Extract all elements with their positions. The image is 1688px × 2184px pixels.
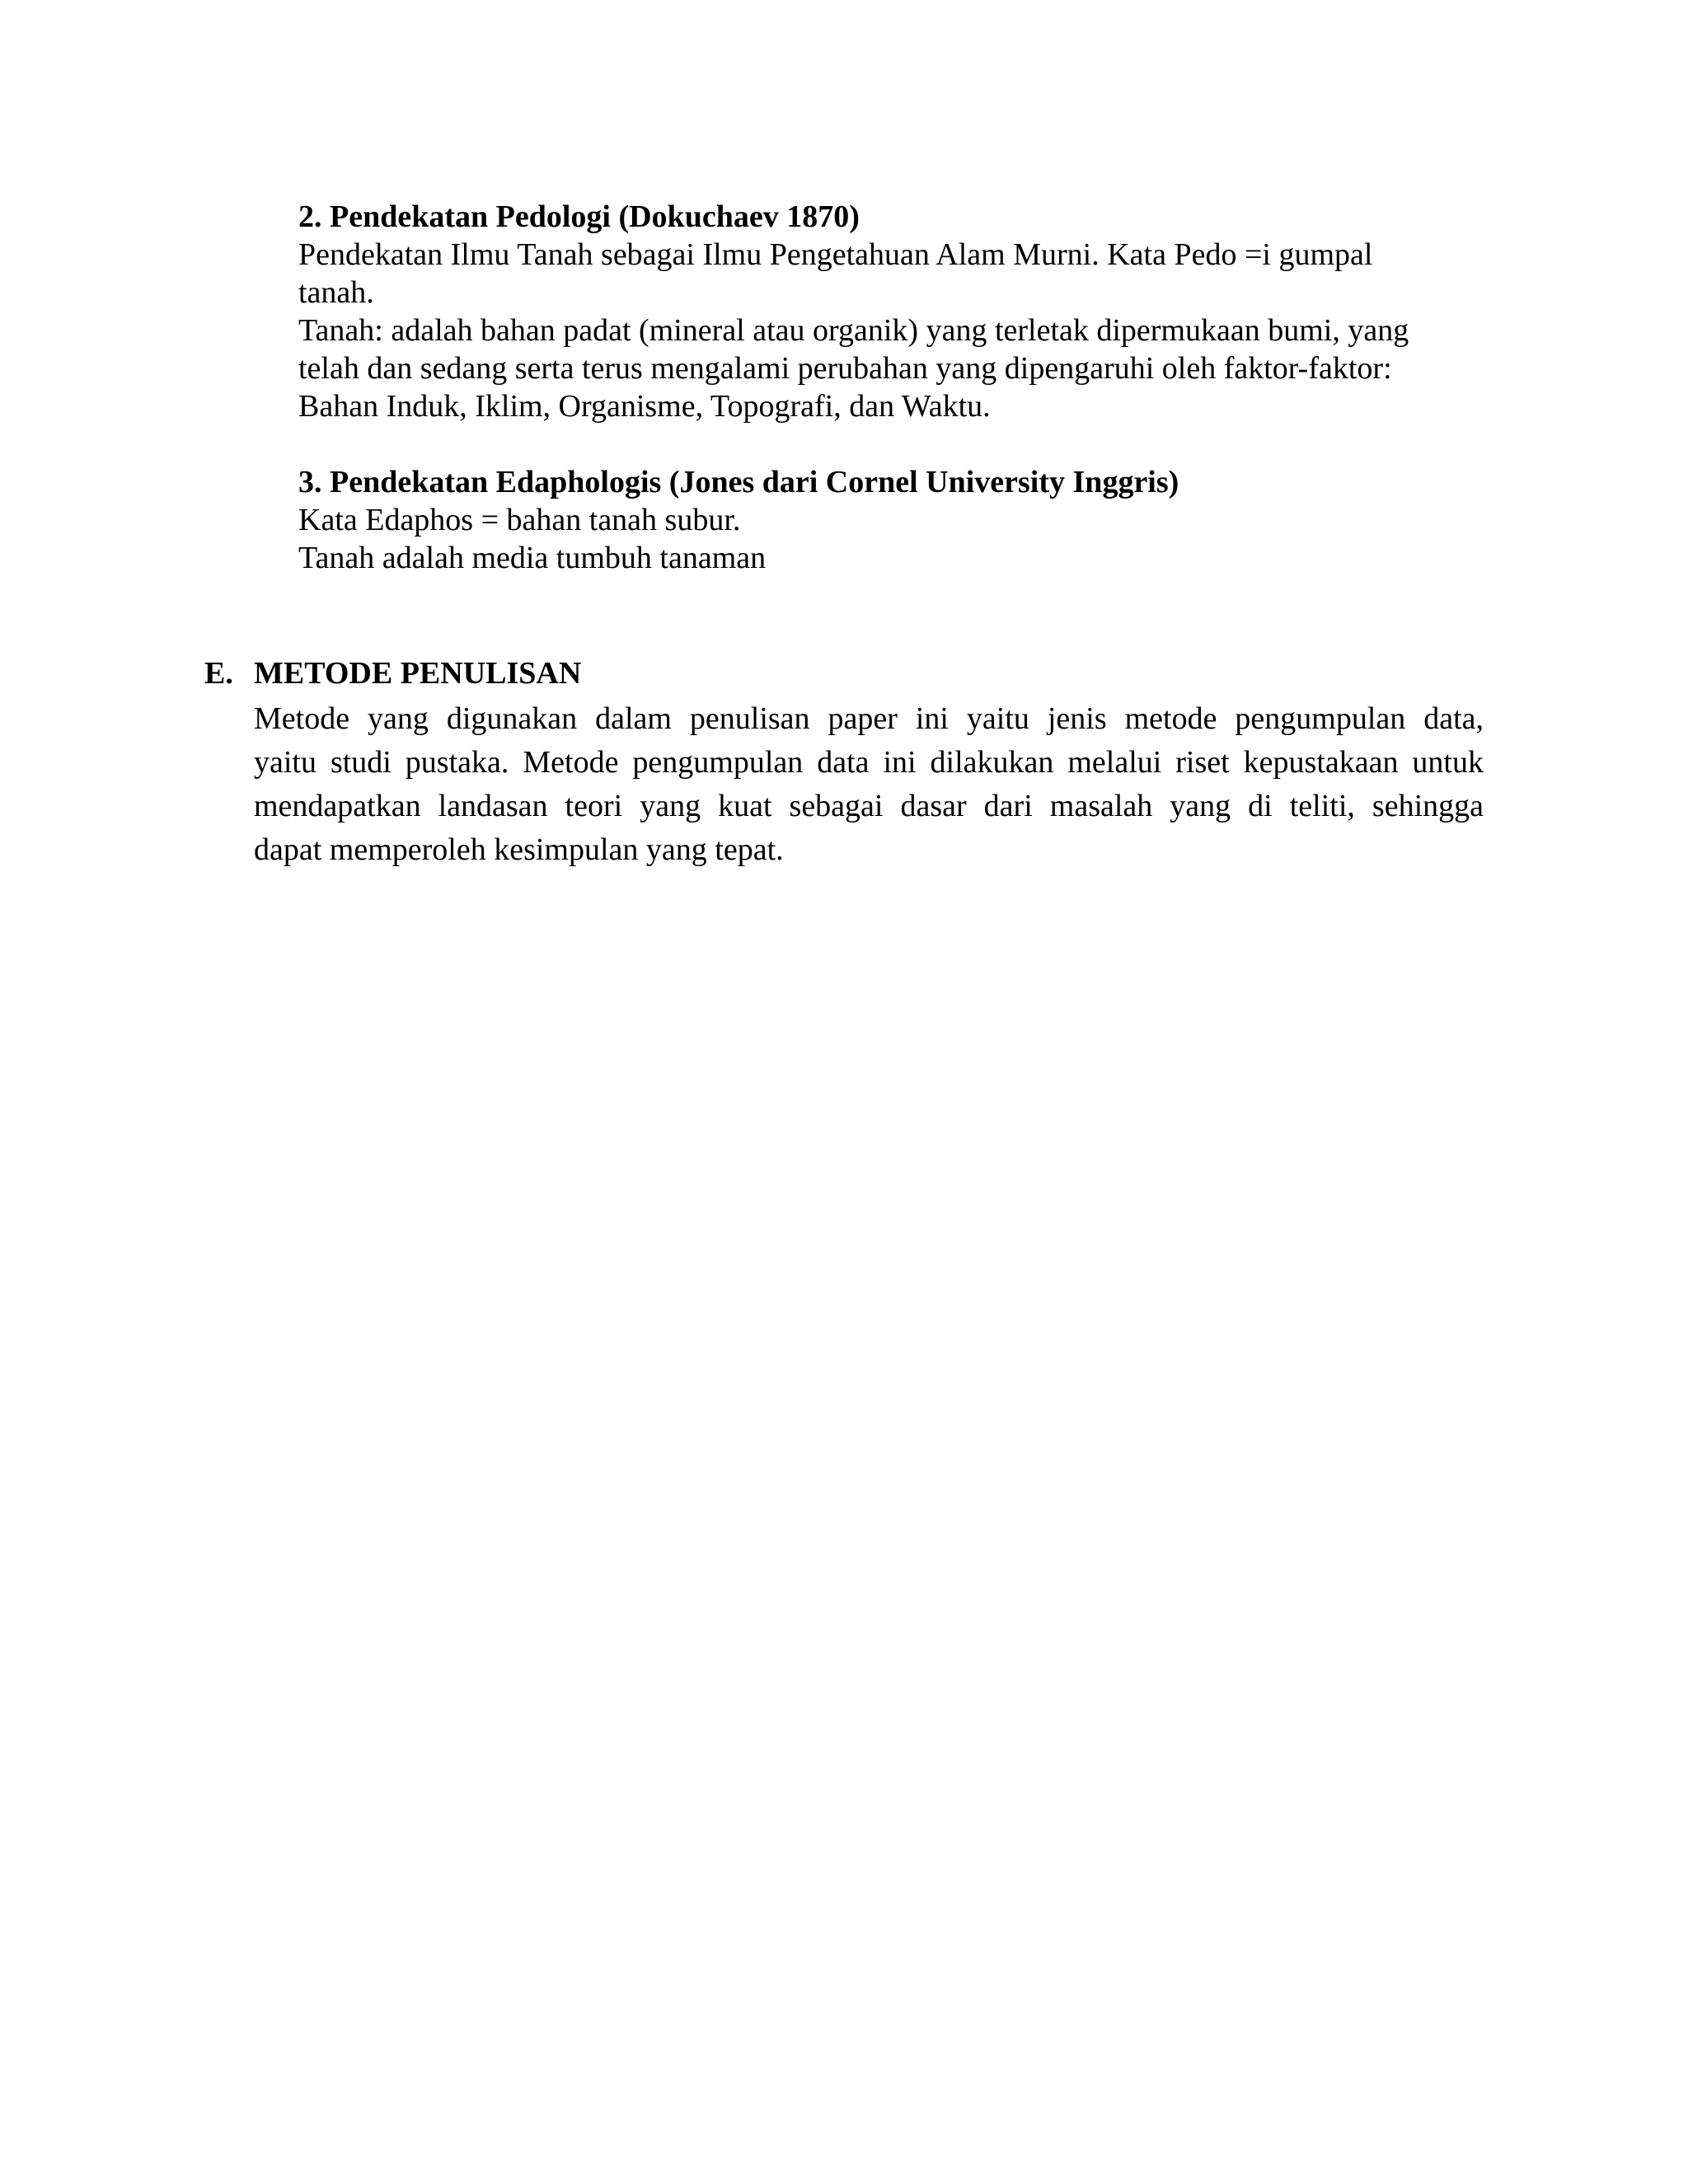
paragraph-line: dapat memperoleh kesimpulan yang tepat.	[254, 832, 784, 867]
paragraph-line: Pendekatan Ilmu Tanah sebagai Ilmu Pengetahuan Alam Murni. Kata Pedo =i gumpal	[298, 237, 1373, 272]
section-paragraph	[254, 697, 1484, 872]
paragraph-line: Kata Edaphos = bahan tanah subur.	[298, 503, 741, 537]
subsection-heading: 3. Pendekatan Edaphologis (Jones dari Cornel University Inggris)	[298, 465, 1179, 499]
subsection-pedologi	[298, 198, 1485, 425]
paragraph-line: yaitu studi pustaka. Metode pengumpulan data ini dilakukan melalui riset kepustakaan untuk	[254, 745, 1484, 780]
paragraph-line: tanah.	[298, 275, 374, 310]
paragraph-line: Metode yang digunakan dalam penulisan paper ini yaitu jenis metode pengumpulan data,	[254, 701, 1484, 736]
paragraph-line: telah dan sedang serta terus mengalami perubahan yang dipengaruhi oleh faktor-faktor:	[298, 351, 1392, 386]
section-letter: E.	[204, 656, 233, 691]
paragraph-line: Tanah: adalah bahan padat (mineral atau organik) yang terletak dipermukaan bumi, yang	[298, 313, 1409, 348]
section-title: METODE PENULISAN	[254, 656, 582, 691]
subsection-edaphologis	[298, 463, 1485, 577]
section-heading	[204, 654, 581, 692]
paragraph-line: Tanah adalah media tumbuh tanaman	[298, 541, 767, 575]
subsection-heading: 2. Pendekatan Pedologi (Dokuchaev 1870)	[298, 199, 860, 234]
paragraph-line: mendapatkan landasan teori yang kuat sebagai dasar dari masalah yang di teliti, sehingga	[254, 789, 1484, 823]
paragraph-line: Bahan Induk, Iklim, Organisme, Topografi, dan Waktu.	[298, 389, 991, 424]
